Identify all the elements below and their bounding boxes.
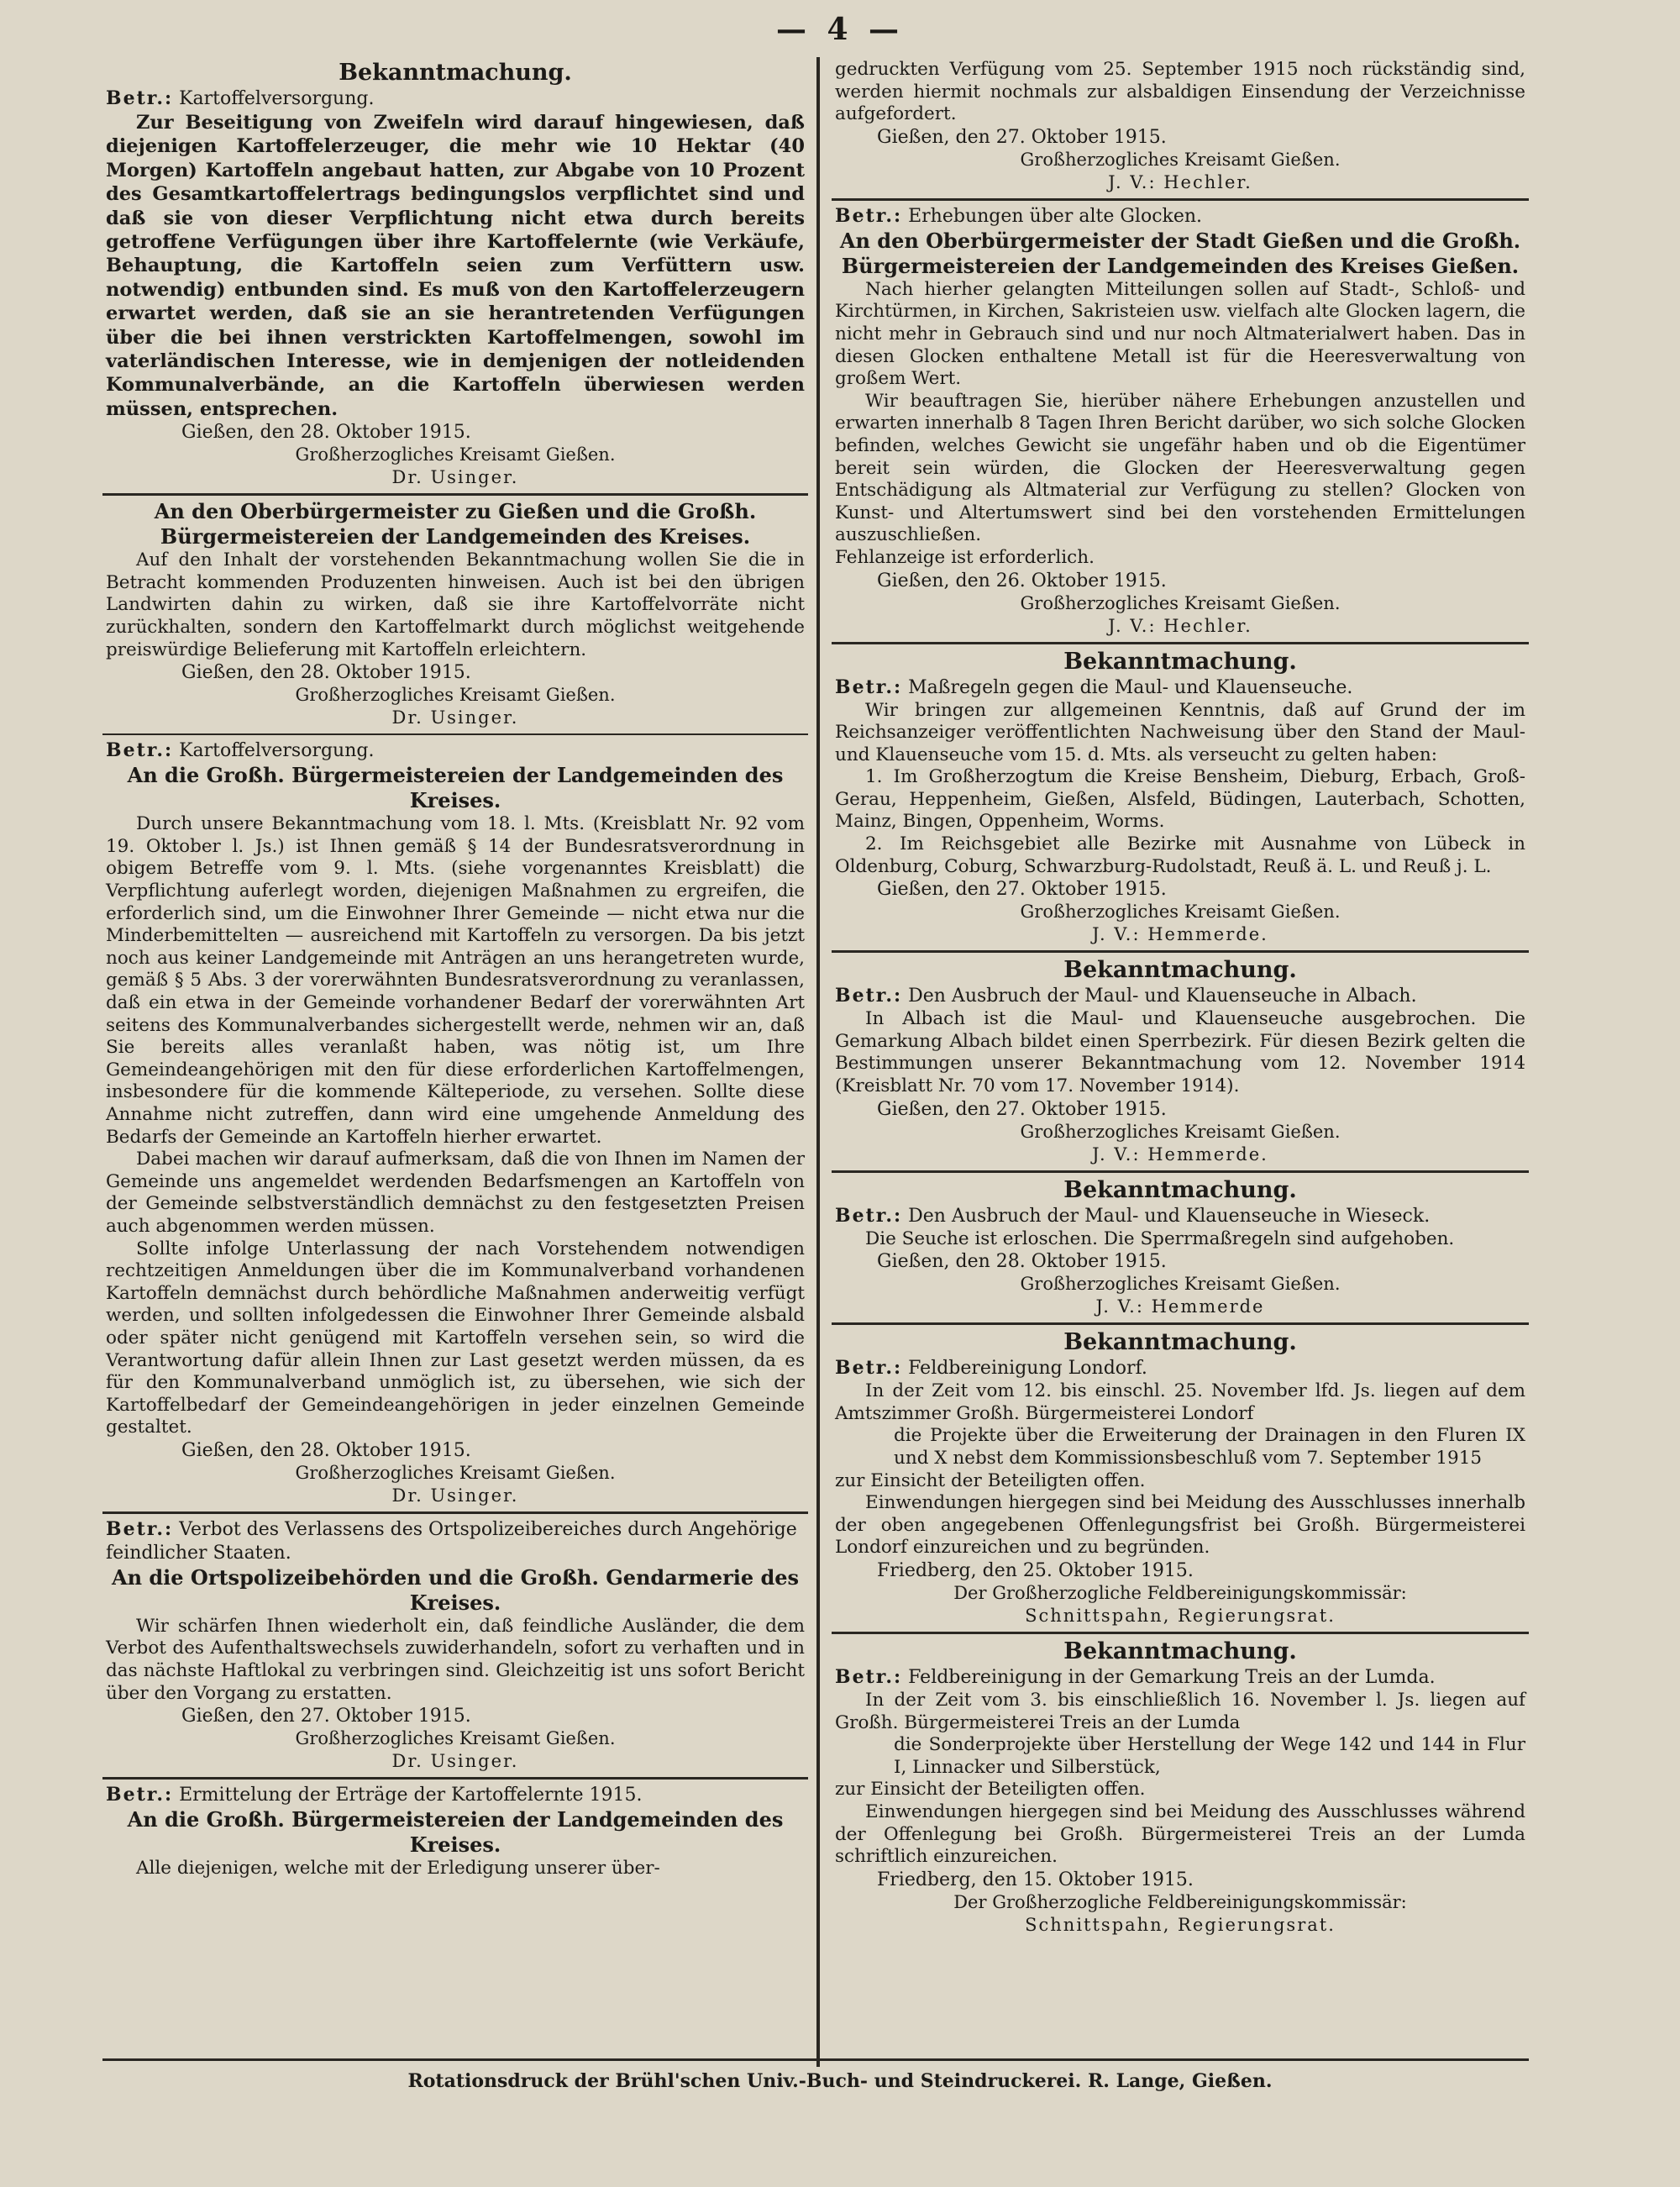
subject-text: Kartoffelversorgung.: [179, 740, 375, 762]
notice-body: In der Zeit vom 3. bis einschließlich 16. November l. Js. liegen auf Großh. Bürgermeisterei Treis an der Lumda: [835, 1689, 1525, 1733]
subject-text: Kartoffelversorgung.: [179, 88, 375, 109]
place-date: Gießen, den 26. Oktober 1915.: [877, 570, 1167, 591]
footer-rule: [102, 2058, 1529, 2061]
subject-label: Betr.:: [106, 1784, 174, 1806]
section-rule: [832, 950, 1529, 953]
signature: Dr. Usinger.: [391, 467, 519, 488]
subject-label: Betr.:: [835, 1665, 903, 1688]
signature: J. V.: Hemmerde.: [1092, 924, 1268, 945]
place-date: Gießen, den 27. Oktober 1915.: [181, 1706, 471, 1727]
subject-line: [835, 1204, 1525, 1228]
place-date: Gießen, den 27. Oktober 1915.: [877, 126, 1167, 148]
notice-title: Bekanntmachung.: [1063, 1638, 1297, 1664]
signature: J. V.: Hemmerde: [1095, 1296, 1265, 1317]
authority: Großherzogliches Kreisamt Gießen.: [1020, 1121, 1341, 1142]
subject-label: Betr.:: [835, 985, 903, 1007]
subject-label: Betr.:: [835, 1204, 903, 1227]
place-date: Gießen, den 27. Oktober 1915.: [877, 879, 1167, 901]
place-date: Gießen, den 28. Oktober 1915.: [181, 662, 471, 684]
address-heading: An die Großh. Bürgermeistereien der Landgemeinden des Kreises.: [127, 763, 784, 813]
subject-text: Feldbereinigung in der Gemarkung Treis an der Lumda.: [908, 1666, 1436, 1688]
subject-text: Verbot des Verlassens des Ortspolizeibereiches durch Angehörige feindlicher Staaten.: [106, 1518, 797, 1564]
place-date: Gießen, den 28. Oktober 1915.: [181, 422, 471, 444]
notice-title: Bekanntmachung.: [1063, 1176, 1297, 1203]
address-heading: An den Oberbürgermeister der Stadt Gießen und die Großh. Bürgermeistereien der Landgemeinden des Kreises Gießen.: [839, 228, 1521, 278]
authority: Der Großherzogliche Feldbereinigungskommissär:: [953, 1891, 1407, 1912]
signature: Schnittspahn, Regierungsrat.: [1025, 1914, 1336, 1935]
notice-albach: [832, 956, 1529, 1164]
subject-line: [106, 1783, 805, 1807]
section-rule: [832, 642, 1529, 644]
signature: Dr. Usinger.: [391, 707, 519, 728]
address-heading: An die Großh. Bürgermeistereien der Landgemeinden des Kreises.: [127, 1807, 784, 1858]
place-date: Gießen, den 27. Oktober 1915.: [877, 1098, 1167, 1120]
address-heading: An die Ortspolizeibehörden und die Großh. Gendarmerie des Kreises.: [111, 1564, 800, 1615]
notice-body: In der Zeit vom 12. bis einschl. 25. November lfd. Js. liegen auf dem Amtszimmer Großh. Bürgermeisterei Londorf: [835, 1380, 1525, 1424]
notice-foot-mouth-measures: [832, 648, 1529, 946]
notice-body: In Albach ist die Maul- und Klauenseuche ausgebrochen. Die Gemarkung Albach bildet einen Sperrbezirk. Für diesen Bezirk gelten die Bestimmungen unserer Bekanntmachung vom 12. November 1914 (Kreisblatt Nr. 70 vom 17. November 1914).: [835, 1008, 1525, 1097]
section-rule: [102, 493, 808, 496]
left-column: [102, 59, 808, 2075]
project-item: die Projekte über die Erweiterung der Drainagen in den Fluren IX und X nebst dem Kommissionsbeschluß vom 7. September 1915: [894, 1425, 1525, 1469]
subject-label: Betr.:: [835, 676, 903, 698]
address-heading: An den Oberbürgermeister zu Gießen und die Großh. Bürgermeistereien der Landgemeinden des Kreises.: [154, 499, 757, 549]
signature: J. V.: Hechler.: [1108, 615, 1252, 636]
notice-body: Wir schärfen Ihnen wiederholt ein, daß feindliche Ausländer, die dem Verbot des Aufenthaltswechsels zuwiderhandeln, sofort zu verhaften und in das nächste Haftlokal zu verbringen sind. Gleichzeitig ist uns sofort Bericht über den Vorgang zu erstatten.: [106, 1615, 805, 1704]
authority: Der Großherzogliche Feldbereinigungskommissär:: [953, 1582, 1407, 1603]
signature: Dr. Usinger.: [391, 1485, 519, 1506]
subject-label: Betr.:: [106, 739, 174, 762]
notice-body: Fehlanzeige ist erforderlich.: [835, 546, 1095, 568]
notice-body: gedruckten Verfügung vom 25. September 1915 noch rückständig sind, werden hiermit nochmals zur alsbaldigen Einsendung der Verzeichnisse aufgefordert.: [835, 59, 1525, 125]
subject-text: Ermittelung der Erträge der Kartoffelernte 1915.: [179, 1785, 643, 1806]
subject-line: [835, 676, 1525, 700]
notice-body: Zur Beseitigung von Zweifeln wird darauf hingewiesen, daß diejenigen Kartoffelerzeuger, die mehr wie 10 Hektar (40 Morgen) Kartoffeln angebaut hatten, zur Abgabe von 10 Prozent des Gesamtkartoffelertrags bedingungslos verpflichtet sind und daß sie von dieser Verpflichtung nicht etwa durch bereits getroffene Verfügungen über ihre Kartoffelernte (wie Verkäufe, Behauptung, die Kartoffeln seien zum Verfüttern usw. notwendig) entbunden sind. Es muß von den Kartoffelerzeugern erwartet werden, daß sie an sie herantretenden Verfügungen über die bei ihnen verstrickten Kartoffelmengen, sowohl im vaterländischen Interesse, wie in demjenigen der notleidenden Kommunalverbände, an die Kartoffeln überwiesen werden müssen, entsprechen.: [106, 112, 805, 420]
authority: Großherzogliches Kreisamt Gießen.: [295, 1462, 616, 1483]
notice-body: Wir beauftragen Sie, hierüber nähere Erhebungen anzustellen und erwarten innerhalb 8 Tagen Ihren Bericht darüber, wo sich solche Glocken befinden, welches Gewicht sie ungefähr haben und ob die Eigentümer bereit sein würden, die Glocken der Heeresverwaltung gegen Entschädigung als Altmaterial zur Verfügung zu stellen? Glocken von Kunst- und Altertumswert sind bei den vorstehenden Ermittelungen auszuschließen.: [835, 390, 1525, 546]
subject-line: [106, 87, 805, 111]
notice-title: Bekanntmachung.: [1063, 648, 1297, 675]
place-date: Gießen, den 28. Oktober 1915.: [181, 1439, 471, 1461]
notice-title: Bekanntmachung.: [1063, 1329, 1297, 1356]
place-date: Friedberg, den 25. Oktober 1915.: [877, 1559, 1194, 1581]
subject-text: Maßregeln gegen die Maul- und Klauenseuche.: [908, 676, 1353, 698]
signature: Schnittspahn, Regierungsrat.: [1025, 1605, 1336, 1626]
authority: Großherzogliches Kreisamt Gießen.: [295, 444, 616, 465]
subject-label: Betr.:: [835, 1357, 903, 1380]
notice-body: Nach hierher gelangten Mitteilungen sollen auf Stadt-, Schloß- und Kirchtürmen, in Kirchen, Sakristeien usw. vielfach alte Glocken lagern, die nicht mehr in Gebrauch sind und nur noch Altmaterialwert haben. Das in diesen Glocken enthaltene Metall ist für die Heeresverwaltung von großem Wert.: [835, 278, 1525, 390]
subject-text: Feldbereinigung Londorf.: [908, 1358, 1147, 1380]
notice-harvest-yield-continued: [832, 59, 1529, 193]
notice-body: zur Einsicht der Beteiligten offen.: [835, 1469, 1146, 1491]
notice-body: Wir bringen zur allgemeinen Kenntnis, daß auf Grund der im Reichsanzeiger veröffentlichten Nachweisung über den Stand der Maul- und Klauenseuche vom 15. d. Mts. als verseucht zu gelten haben:: [835, 699, 1525, 765]
subject-line: [835, 204, 1525, 229]
authority: Großherzogliches Kreisamt Gießen.: [1020, 149, 1341, 170]
notice-potato-provision: [102, 739, 808, 1506]
place-date: Gießen, den 28. Oktober 1915.: [877, 1251, 1167, 1273]
subject-label: Betr.:: [106, 87, 174, 109]
section-rule: [832, 1170, 1529, 1173]
notice-body: Dabei machen wir darauf aufmerksam, daß die von Ihnen im Namen der Gemeinde uns angemeldet werdenden Bedarfsmengen an Kartoffeln von der Gemeinde selbstverständlich demnächst zu den festgesetzten Preisen auch abgenommen werden müssen.: [106, 1149, 805, 1237]
subject-text: Den Ausbruch der Maul- und Klauenseuche in Wieseck.: [908, 1205, 1431, 1227]
section-rule: [832, 1322, 1529, 1325]
notice-body: Alle diejenigen, welche mit der Erledigung unserer über-: [136, 1858, 660, 1879]
notice-londorf: [832, 1328, 1529, 1627]
printer-imprint: Rotationsdruck der Brühl'schen Univ.-Buch- und Steindruckerei. R. Lange, Gießen.: [407, 2070, 1273, 2092]
notice-body: Auf den Inhalt der vorstehenden Bekanntmachung wollen Sie die in Betracht kommenden Produzenten hinweisen. Auch ist bei den übrigen Landwirten dahin zu wirken, daß sie ihre Kartoffelvorräte nicht zurückhalten, sondern den Kartoffelmarkt durch möglichst weitgehende preiswürdige Belieferung mit Kartoffeln erleichtern.: [106, 549, 805, 660]
section-rule: [832, 198, 1529, 201]
subject-text: Den Ausbruch der Maul- und Klauenseuche in Albach.: [908, 986, 1417, 1007]
project-item: die Sonderprojekte über Herstellung der Wege 142 und 144 in Flur I, Linnacker und Silberstück,: [894, 1734, 1525, 1778]
notice-title: Bekanntmachung.: [1063, 957, 1297, 984]
authority: Großherzogliches Kreisamt Gießen.: [1020, 592, 1341, 613]
signature: J. V.: Hechler.: [1108, 171, 1252, 192]
subject-line: [835, 984, 1525, 1008]
notice-body: Durch unsere Bekanntmachung vom 18. l. Mts. (Kreisblatt Nr. 92 vom 19. Oktober l. Js.) ist Ihnen gemäß § 14 der Bundesratsverordnung in obigem Betreffe vom 9. l. Mts. (siehe vorgenanntes Kreisblatt) die Verpflichtung auferlegt worden, diejenigen Maßnahmen zu ergreifen, die erforderlich sind, um die Einwohner Ihrer Gemeinde — nicht etwa nur die Minderbemittelten — ausreichend mit Kartoffeln zu versorgen. Da bis jetzt noch aus keiner Landgemeinde mit Anträgen an uns herangetreten wurde, gemäß § 5 Abs. 3 der vorerwähnten Bundesratsverordnung zu veranlassen, daß ein etwa in der Gemeinde vorhandener Bedarf der vorerwähnten Art seitens des Kommunalverbandes sichergestellt werde, nehmen wir an, daß Sie bereits alles veranlaßt haben, was nötig ist, um Ihre Gemeindeangehörigen mit den für diese erforderlichen Kartoffelmengen, insbesondere für die kommende Kälteperiode, zu versehen. Sollte diese Annahme nicht zutreffen, dann wird eine umgehende Anmeldung des Bedarfs der Gemeinde an Kartoffeln hierher erwartet.: [106, 813, 805, 1148]
notice-body: zur Einsicht der Beteiligten offen.: [835, 1779, 1146, 1801]
subject-line: [835, 1356, 1525, 1380]
section-rule: [102, 1777, 808, 1780]
subject-line: [106, 739, 805, 763]
notice-body: Sollte infolge Unterlassung der nach Vorstehendem notwendigen rechtzeitigen Anmeldungen über die im Kommunalverband vorhandenen Kartoffeln demnächst durch behördliche Maßnahmen anderweitig verfügt werden, und sollten infolgedessen die Einwohner Ihrer Gemeinde alsbald oder später nicht genügend mit Kartoffeln versehen sein, so wird die Verantwortung dafür allein Ihnen zur Last gesetzt werden müssen, da es für den Kommunalverband unmöglich ist, zu übersehen, wie sich der Kartoffelbedarf der Gemeindeangehörigen in jeder einzelnen Gemeinde gestaltet.: [106, 1238, 805, 1438]
subject-label: Betr.:: [106, 1517, 174, 1540]
section-rule: [102, 1511, 808, 1514]
notice-harvest-yield: [102, 1783, 808, 1880]
notice-body: Die Seuche ist erloschen. Die Sperrmaßregeln sind aufgehoben.: [865, 1228, 1455, 1249]
subject-text: Erhebungen über alte Glocken.: [908, 205, 1203, 227]
authority: Großherzogliches Kreisamt Gießen.: [1020, 902, 1341, 923]
notice-mayor-potato: [102, 499, 808, 728]
authority: Großherzogliches Kreisamt Gießen.: [295, 1728, 616, 1749]
subject-label: Betr.:: [835, 204, 903, 227]
place-date: Friedberg, den 15. Oktober 1915.: [877, 1869, 1194, 1890]
notice-body: Einwendungen hiergegen sind bei Meidung des Ausschlusses während der Offenlegung bei Großh. Bürgermeisterei Treis an der Lumda schriftlich einzureichen.: [835, 1801, 1525, 1868]
page-number: — 4 —: [775, 12, 905, 47]
signature: Dr. Usinger.: [391, 1751, 519, 1772]
notice-wieseck: [832, 1176, 1529, 1318]
column-divider: [816, 57, 820, 2067]
list-item: 2. Im Reichsgebiet alle Bezirke mit Ausnahme von Lübeck in Oldenburg, Coburg, Schwarzburg-Rudolstadt, Reuß ä. L. und Reuß j. L.: [835, 833, 1525, 877]
subject-line: [835, 1665, 1525, 1690]
notice-body: Einwendungen hiergegen sind bei Meidung des Ausschlusses innerhalb der oben angegebenen Offenlegungsfrist bei Großh. Bürgermeisterei Londorf einzureichen und zu begründen.: [835, 1492, 1525, 1559]
list-item: 1. Im Großherzogtum die Kreise Bensheim, Dieburg, Erbach, Groß-Gerau, Heppenheim, Gießen, Alsfeld, Büdingen, Lauterbach, Schotten, Mainz, Bingen, Oppenheim, Worms.: [835, 766, 1525, 833]
notice-enemy-aliens: [102, 1517, 808, 1772]
notice-title: Bekanntmachung.: [339, 60, 572, 86]
notice-potato-supply: [102, 59, 808, 488]
signature: J. V.: Hemmerde.: [1092, 1143, 1268, 1164]
notice-old-bells: [832, 204, 1529, 637]
section-rule: [832, 1632, 1529, 1634]
subject-line: [106, 1517, 805, 1565]
right-column: [832, 59, 1529, 2075]
authority: Großherzogliches Kreisamt Gießen.: [295, 685, 616, 706]
authority: Großherzogliches Kreisamt Gießen.: [1020, 1274, 1341, 1295]
notice-treis: [832, 1638, 1529, 1936]
section-rule: [102, 733, 808, 735]
